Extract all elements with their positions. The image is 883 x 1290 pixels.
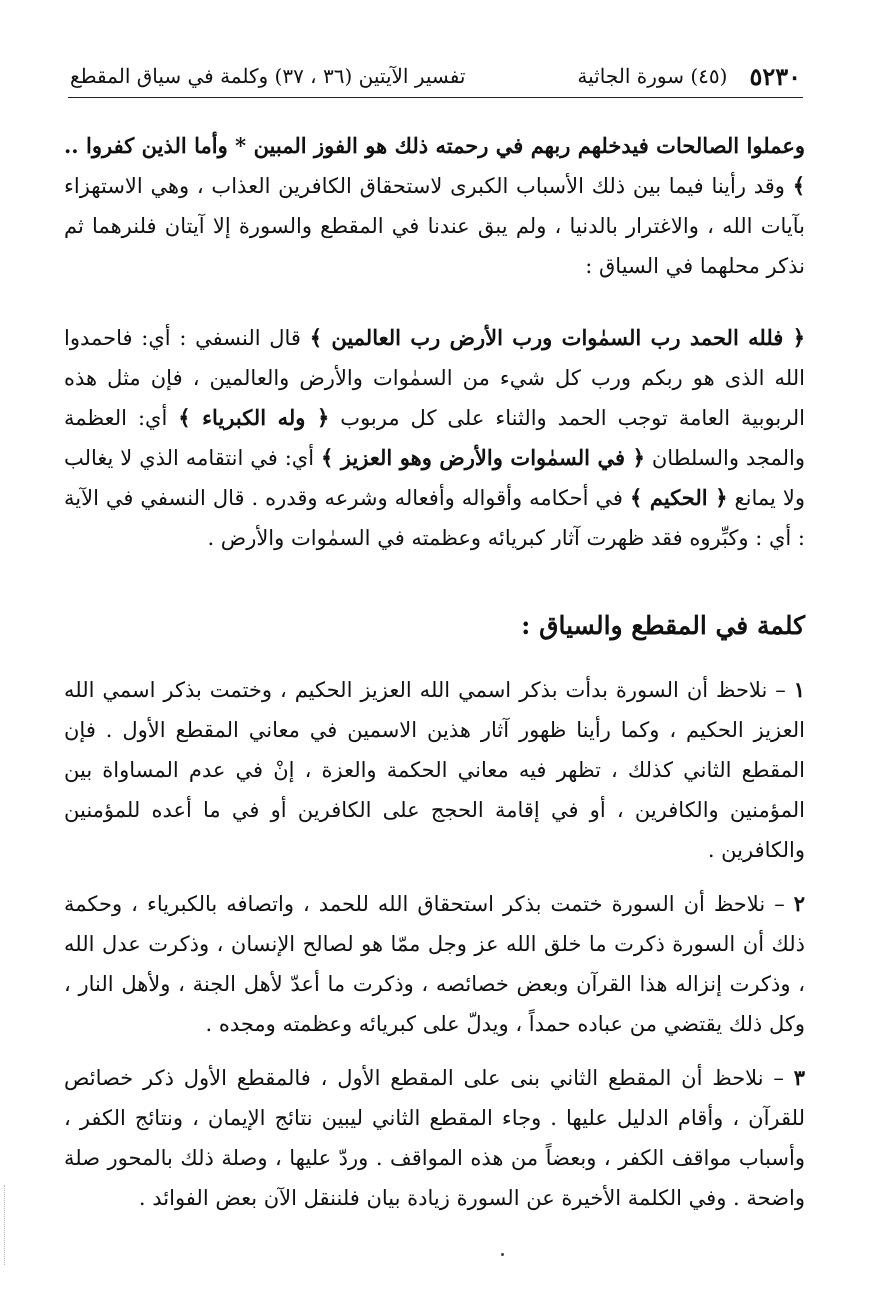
verse-continuation: وعملوا الصالحات فيدخلهم ربهم في رحمته ذلك هو الفوز المبين * وأما الذين كفروا .. ﴾ bbox=[64, 133, 805, 198]
scan-edge-marks bbox=[4, 1185, 7, 1265]
verse-3: ﴿ في السمٰوات والأرض وهو العزيز ﴾ bbox=[321, 445, 645, 470]
paragraph-2 bbox=[64, 318, 805, 558]
numbered-item-2 bbox=[64, 884, 805, 1044]
item-number: ١ bbox=[793, 677, 805, 702]
item-text: – نلاحظ أن المقطع الثاني بنى على المقطع الأول ، فالمقطع الأول ذكر خصائص للقرآن ، وأقام الدليل عليها . وجاء المقطع الثاني ليبين نتائج الإيمان ، ونتائج الكفر ، وأسباب مواقف الكفر ، وبعضاً من هذه المواقف . وردّ عليها ، وصلة ذلك بالمحور صلة واضحة . وفي الكلمة الأخيرة عن السورة زيادة بيان فلننقل الآن بعض الفوائد . bbox=[64, 1066, 805, 1210]
numbered-item-1 bbox=[64, 670, 805, 870]
item-number: ٣ bbox=[793, 1065, 805, 1090]
header-right-group bbox=[577, 62, 801, 91]
item-text: – نلاحظ أن السورة ختمت بذكر استحقاق الله للحمد ، واتصافه بالكبرياء ، وحكمة ذلك أن السورة ذكرت ما خلق الله عز وجل ممّا هو لصالح الإنسان ، وذكرت عدل الله ، وذكرت إنزاله هذا القرآن وبعض خصائصه ، وذكرت ما أعدّ لأهل الجنة ، ولأهل النار ، وكل ذلك يقتضي من عباده حمداً ، ويدلّ على كبريائه وعظمته ومجده . bbox=[64, 892, 805, 1036]
surah-title: (٤٥) سورة الجاثية bbox=[577, 64, 728, 88]
item-number: ٢ bbox=[793, 891, 805, 916]
page-body bbox=[64, 126, 805, 1218]
section-heading: كلمة في المقطع والسياق : bbox=[521, 611, 805, 640]
verse-4: ﴿ الحكيم ﴾ bbox=[629, 485, 728, 510]
commentary-3: أي: في انتقامه الذي لا يغالب ولا يمانع bbox=[64, 446, 805, 510]
section-topic: تفسير الآيتين (٣٦ ، ٣٧) وكلمة في سياق المقطع bbox=[70, 64, 466, 88]
paragraph-1 bbox=[64, 126, 805, 286]
commentary-2: أي: العظمة والمجد والسلطان bbox=[64, 406, 805, 470]
page-number: ٥٢٣٠ bbox=[749, 61, 801, 91]
header-divider bbox=[68, 97, 803, 98]
item-text: – نلاحظ أن السورة بدأت بذكر اسمي الله العزيز الحكيم ، وختمت بذكر اسمي الله العزيز الحكيم ، وكما رأينا ظهور آثار هذين الاسمين في معاني المقطع الأول . فإن المقطع الثاني كذلك ، تظهر فيه معاني الحكمة والعزة ، إنْ في عدم المساواة بين المؤمنين والكافرين ، أو في إقامة الحجج على الكافرين أو في ما أعده للمؤمنين والكافرين . bbox=[64, 678, 805, 862]
commentary-1: قال النسفي : أي: فاحمدوا الله الذى هو ربكم ورب كل شيء من السمٰوات والأرض والعالمين ، فإن مثل هذه الربوبية العامة توجب الحمد والثناء على كل مربوب bbox=[64, 326, 806, 430]
verse-1: ﴿ فلله الحمد رب السمٰوات ورب الأرض رب العالمين ﴾ bbox=[309, 325, 805, 350]
paragraph-1-text: وقد رأينا فيما بين ذلك الأسباب الكبرى لاستحقاق الكافرين العذاب ، وهي الاستهزاء بآيات الله ، والاغترار بالدنيا ، ولم يبق عندنا في المقطع والسورة إلا آيتان فلنرهما ثم نذكر محلهما في السياق : bbox=[64, 174, 805, 278]
commentary-4: في أحكامه وأقواله وأفعاله وشرعه وقدره . قال النسفي في الآية : أي : وكبِّروه فقد ظهرت آثار كبريائه وعظمته في السمٰوات والأرض . bbox=[64, 486, 805, 550]
verse-2: ﴿ وله الكبرياء ﴾ bbox=[178, 405, 330, 430]
numbered-item-3 bbox=[64, 1058, 805, 1218]
running-header bbox=[70, 56, 801, 96]
page-speck bbox=[501, 1253, 504, 1256]
